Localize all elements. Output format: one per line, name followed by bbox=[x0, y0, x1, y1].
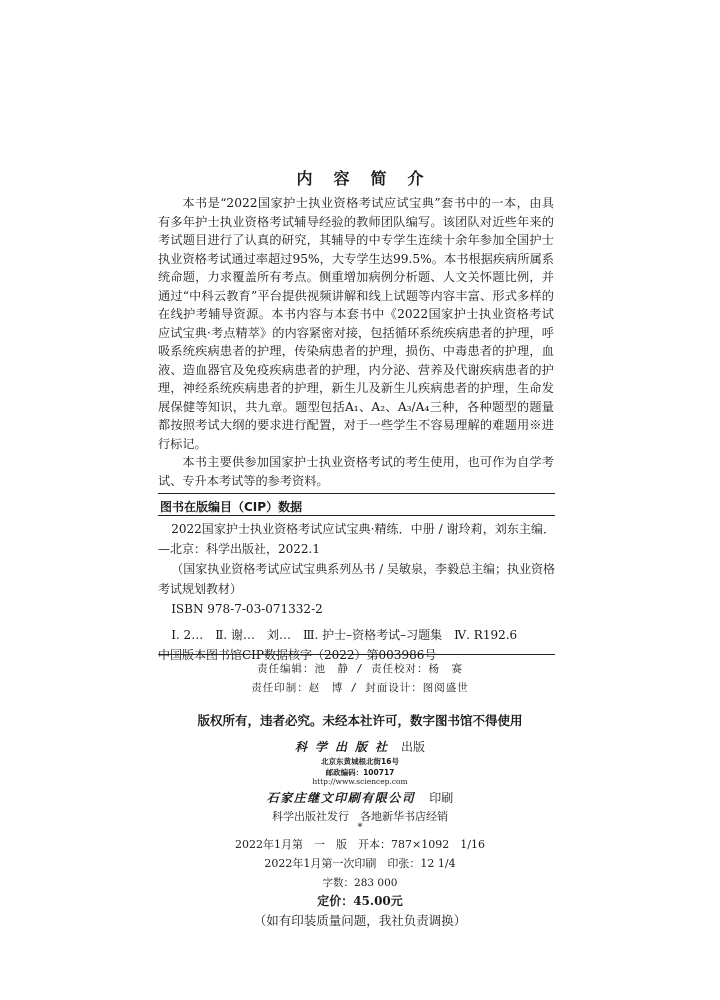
printer-name: 石家庄继文印刷有限公司 bbox=[266, 791, 416, 805]
publisher-suffix: 出版 bbox=[401, 740, 426, 754]
printing-line: 2022年1月第一次印刷 印张：12 1/4 bbox=[264, 857, 456, 870]
cip-record-number: 中国版本图书馆CIP数据核字（2022）第003986号 bbox=[158, 648, 437, 662]
editor-credits: 责任编辑：池 静 / 责任校对：杨 赛 bbox=[257, 663, 463, 675]
distribution-line: 科学出版社发行 各地新华书店经销 bbox=[272, 810, 448, 823]
summary-paragraph: 本书主要供参加国家护士执业资格考试的考生使用，也可作为自学考试、专升本考试等的参考资料。 bbox=[158, 455, 554, 488]
cip-data-block bbox=[158, 519, 555, 665]
cip-isbn: ISBN 978-7-03-071332-2 bbox=[171, 602, 323, 616]
content-summary-title: 内容简介 bbox=[296, 169, 445, 188]
printer-line bbox=[0, 789, 720, 806]
publisher-address: 北京东黄城根北街16号 bbox=[321, 757, 399, 766]
cip-heading-rule bbox=[158, 515, 555, 516]
publisher-postcode: 邮政编码：100717 bbox=[325, 768, 395, 777]
summary-paragraph: 本书是“2022国家护士执业资格考试应试宝典”套书中的一本，由具有多年护士执业资格考试辅导经验的教师团队编写。该团队对近些年来的考试题目进行了认真的研究，其辅导的中专学生连续十余年参加全国护士执业资格考试通过率超过95%，大专学生达99.5%。本书根据疾病所属系统命题，力求覆盖所有考点。侧重增加病例分析题、人文关怀题比例，并通过“中科云教育”平台提供视频讲解和线上试题等内容丰富、形式多样的在线护考辅导资源。本书内容与本套书中《2022国家护士执业资格考试应试宝典·考点精萃》的内容紧密对接，包括循环系统疾病患者的护理，呼吸系统疾病患者的护理，传染病患者的护理，损伤、中毒患者的护理，血液、造血器官及免疫疾病患者的护理，内分泌、营养及代谢疾病患者的护理，神经系统疾病患者的护理，新生儿及新生儿疾病患者的护理，生命发展保健等知识，共九章。题型包括A₁、A₂、A₃/A₄三种，各种题型的题量都按照考试大纲的要求进行配置，对于一些学生不容易理解的难题用※进行标记。 bbox=[158, 196, 554, 451]
cip-heading: 图书在版编目（CIP）数据 bbox=[160, 500, 303, 514]
copyright-notice: 版权所有，违者必究。未经本社许可，数字图书馆不得使用 bbox=[197, 713, 523, 728]
price: 定价：45.00元 bbox=[317, 894, 403, 908]
publisher-name: 科学出版社 bbox=[294, 740, 395, 754]
cip-top-rule bbox=[158, 493, 555, 494]
publisher-website: http://www.sciencep.com bbox=[312, 777, 408, 786]
content-summary bbox=[158, 194, 554, 490]
production-credits: 责任印制：赵 博 / 封面设计：图阅盛世 bbox=[251, 682, 469, 694]
printer-suffix: 印刷 bbox=[429, 791, 454, 805]
cip-title-line: 2022国家护士执业资格考试应试宝典·精练．中册 / 谢玲莉，刘东主编．—北京：科学出版社，2022.1 bbox=[158, 522, 555, 556]
cip-classification: Ⅰ. 2… Ⅱ. 谢… 刘… Ⅲ. 护士–资格考试–习题集 Ⅳ. R192.6 bbox=[171, 628, 518, 642]
cip-bottom-rule bbox=[158, 654, 555, 655]
publisher-line bbox=[0, 738, 720, 755]
edition-line: 2022年1月第 一 版 开本：787×1092 1/16 bbox=[235, 838, 485, 851]
word-count: 字数：283 000 bbox=[322, 877, 398, 889]
cip-series-line: （国家执业资格考试应试宝典系列丛书 / 吴敏泉，李毅总主编；执业资格考试规划教材） bbox=[158, 562, 555, 596]
quality-note: （如有印装质量问题，我社负责调换） bbox=[253, 913, 467, 928]
separator-star: * bbox=[357, 822, 363, 833]
